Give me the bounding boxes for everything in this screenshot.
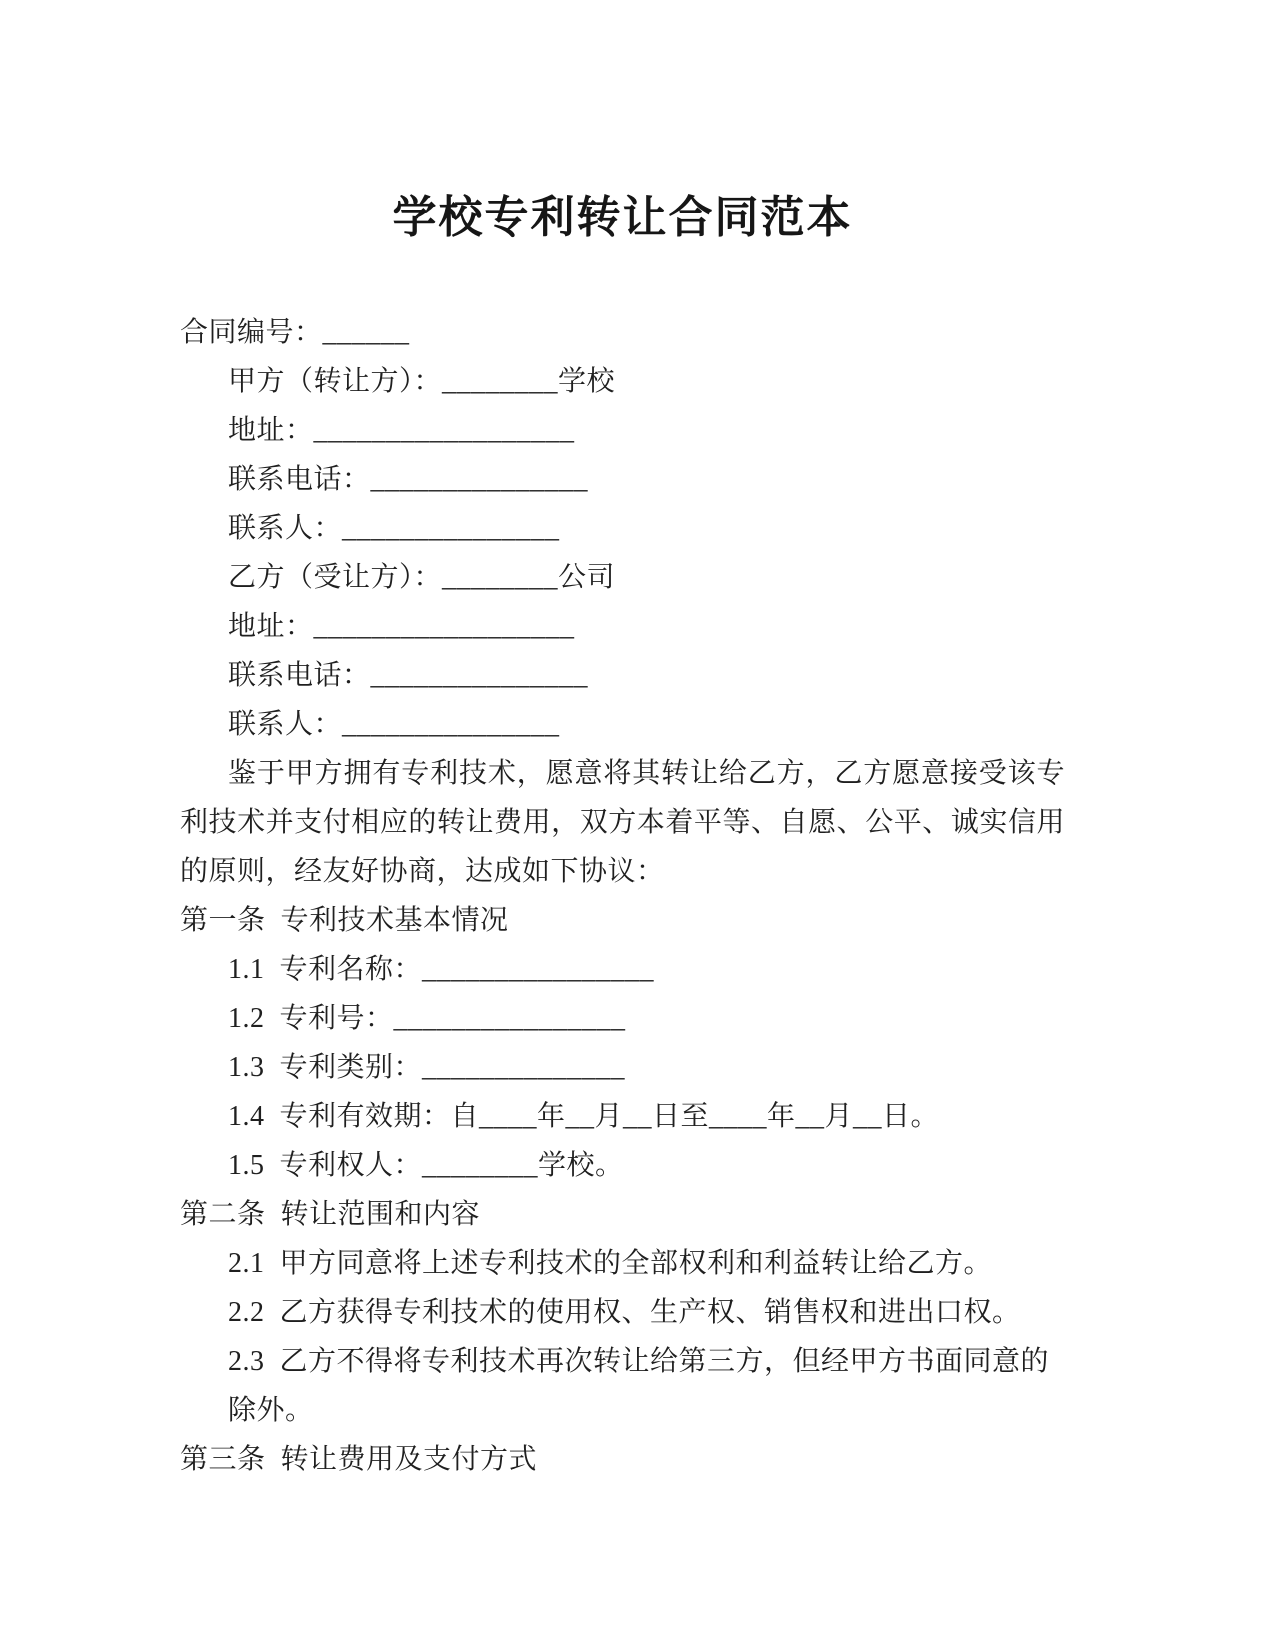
- field-party-a-contact: 联系人：_______________: [228, 513, 560, 544]
- clause-1-2: 1.2 专利号：________________: [228, 1003, 626, 1034]
- clause-1-5: 1.5 专利权人：________学校。: [228, 1150, 624, 1181]
- preamble-paragraph: 鉴于甲方拥有专利技术，愿意将其转让给乙方，乙方愿意接受该专利技术并支付相应的转让费用，双方本着平等、自愿、公平、诚实信用的原则，经友好协商，达成如下协议：: [180, 758, 1065, 887]
- clause-1-1: 1.1 专利名称：________________: [228, 954, 655, 985]
- section-3-heading: 第三条 转让费用及支付方式: [180, 1444, 538, 1475]
- field-contract-no: 合同编号：______: [180, 317, 410, 348]
- field-party-b-address: 地址：__________________: [228, 611, 575, 642]
- clause-2-2: 2.2 乙方获得专利技术的使用权、生产权、销售权和进出口权。: [228, 1297, 1021, 1328]
- field-party-a-address: 地址：__________________: [228, 415, 575, 446]
- section-1-heading: 第一条 专利技术基本情况: [180, 905, 509, 936]
- field-party-b-contact: 联系人：_______________: [228, 709, 560, 740]
- clause-2-3: 2.3 乙方不得将专利技术再次转让给第三方，但经甲方书面同意的除外。: [228, 1346, 1050, 1426]
- page-title: 学校专利转让合同范本: [392, 193, 853, 242]
- field-party-a: 甲方（转让方）：________学校: [228, 366, 616, 397]
- clause-2-1: 2.1 甲方同意将上述专利技术的全部权利和利益转让给乙方。: [228, 1248, 993, 1279]
- field-party-a-phone: 联系电话：_______________: [228, 464, 589, 495]
- clause-1-3: 1.3 专利类别：______________: [228, 1052, 626, 1083]
- field-party-b-phone: 联系电话：_______________: [228, 660, 589, 691]
- section-2-heading: 第二条 转让范围和内容: [180, 1199, 481, 1230]
- clause-1-4: 1.4 专利有效期：自____年__月__日至____年__月__日。: [228, 1101, 940, 1132]
- field-party-b: 乙方（受让方）：________公司: [228, 562, 616, 593]
